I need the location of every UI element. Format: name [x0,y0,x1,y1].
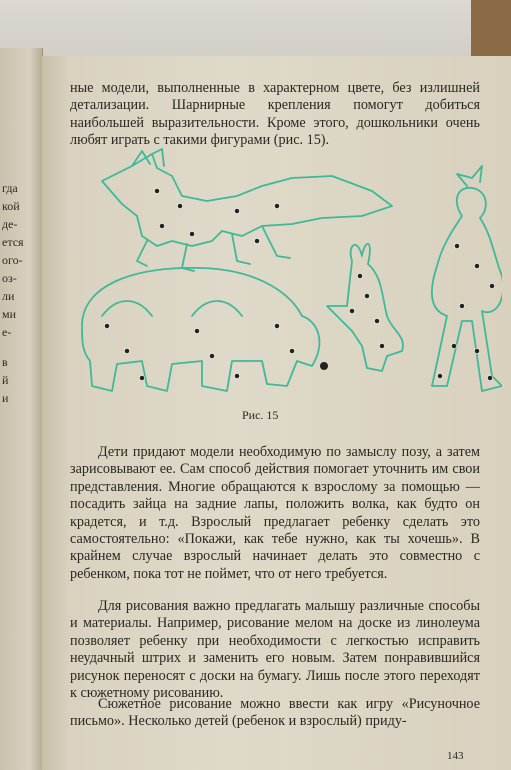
top-paragraph: ные модели, выполненные в характерном цвете, без излишней детализации. Шарнирные крепления помогут добиться наибольшей выразительности. Кроме этого, дошкольники очень любят играть с такими фигурами (рис. 15). [70,80,480,149]
figure-caption: Рис. 15 [242,408,279,422]
figure-15 [62,146,502,401]
left-page-fragment: оз- [2,271,17,285]
paragraph-2: Для рисования важно предлагать малышу различные способы и материалы. Например, рисование мелом на доске из линолеума позволяет ребенку при необходимости с легкостью исправить неудачный штрих и заменить его новым. Затем понравившийся рисунок переносят с доски на бумагу. Лишь после этого переходят к сюжетному рисованию. [70,598,480,702]
paragraph-1: Дети придают модели необходимую по замыслу позу, а затем зарисовывают ее. Сам способ действия помогает уточнить им свои представления. Многие обращаются к взрослому за помощью — посадить зайца на задние лапы, положить волка, как будто он крадется, и т.д. Взрослый предлагает ребенку сделать это самостоятельно: «Покажи, как тебе нужно, как ты хочешь». В крайнем случае взрослый начинает делать это совместно с ребенком, пока тот не поймет, что от него требуется. [70,444,480,582]
left-page-fragment: де- [2,217,18,231]
left-page-fragment: гда [2,181,18,195]
left-page-fragment: ми [2,307,17,321]
left-page-fragment: в [2,355,8,369]
left-page-fragment: и [2,391,9,405]
figure-illustration [62,146,502,401]
book-page [42,56,511,770]
bear-figure [82,268,328,391]
paragraph-3: Сюжетное рисование можно ввести как игру «Рисуночное письмо». Несколько детей (ребенок и взрослый) приду- [70,696,480,730]
left-page-fragment: кой [2,199,20,213]
left-page-fragment: й [2,373,9,387]
girl-figure [432,166,502,391]
left-page-fragment: ого- [2,253,23,267]
hare-figure [327,244,403,371]
left-page-fragment: ется [2,235,24,249]
fox-figure [102,149,392,271]
left-page-fragment: е- [2,325,12,339]
left-page-fragment: ли [2,289,15,303]
left-page [0,48,43,770]
page-number: 143 [447,750,464,762]
